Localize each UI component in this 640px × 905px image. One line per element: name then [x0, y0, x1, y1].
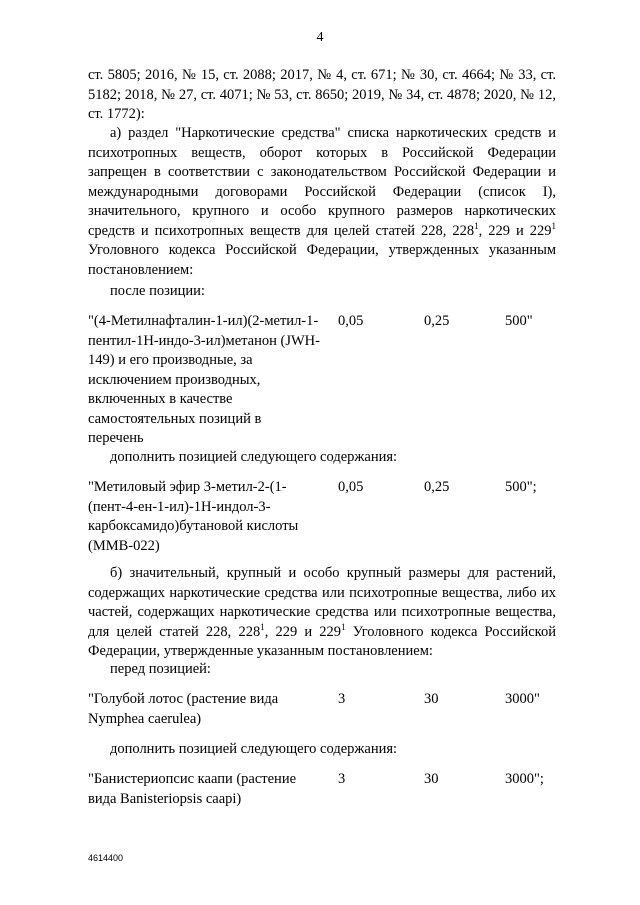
large-size: 0,25 [424, 313, 450, 329]
section-b-paragraph [88, 564, 556, 662]
table-row [88, 770, 558, 809]
section-b-text-2: , 229 и 229 [264, 623, 342, 640]
superscript: 1 [474, 220, 479, 231]
large-size: 0,25 [424, 479, 450, 495]
superscript: 1 [260, 621, 265, 632]
significant-size: 0,05 [338, 479, 364, 495]
after-position-label: после позиции: [110, 283, 205, 299]
footer-code: 4614400 [88, 853, 124, 863]
significant-size: 3 [338, 691, 346, 707]
significant-size: 0,05 [338, 313, 364, 329]
especially-large-size: 500"; [505, 479, 537, 495]
section-a-paragraph [88, 124, 556, 280]
especially-large-size: 500" [505, 313, 533, 329]
large-size: 30 [424, 771, 439, 787]
plant-name: "Голубой лотос (растение вида Nymphea caerulea) [88, 691, 279, 727]
table-row [88, 312, 558, 449]
intro-paragraph: ст. 5805; 2016, № 15, ст. 2088; 2017, № 4, ст. 671; № 30, ст. 4664; № 33, ст. 5182; 2018, № 27, ст. 4071; № 53, ст. 8650; 2019, № 34, ст. 4878; 2020, № 12, ст. 1772): [88, 67, 556, 122]
substance-name: "Метиловый эфир 3-метил-2-(1-(пент-4-ен-1-ил)-1Н-индол-3-карбоксамидо)бутановой кислоты (MMB-022) [88, 479, 299, 554]
superscript: 1 [551, 220, 556, 231]
especially-large-size: 3000"; [505, 771, 544, 787]
large-size: 30 [424, 691, 439, 707]
before-position-label: перед позицией: [110, 661, 211, 677]
page-number: 4 [316, 30, 324, 45]
especially-large-size: 3000" [505, 691, 540, 707]
table-row [88, 478, 558, 556]
section-a-text-1: а) раздел "Наркотические средства" списка наркотических средств и психотропных веществ, оборот которых в Российской Федерации запрещен в соответствии с законодательством Российской Федерации и международными договорами Российской Федерации (список I), значительного, крупного и особо крупного размеров наркотических средств и психотропных веществ для целей статей 228, 228 [88, 125, 556, 239]
significant-size: 3 [338, 771, 346, 787]
section-a-text-2: , 229 и 229 [478, 222, 552, 239]
add-position-label: дополнить позицией следующего содержания: [110, 741, 398, 757]
section-b-text-3: Уголовного кодекса Российской Федерации, утвержденные указанным постановлением: [88, 623, 556, 659]
add-position-label: дополнить позицией следующего содержания: [110, 449, 398, 465]
section-a-text-3: Уголовного кодекса Российской Федерации, утвержденных указанным постановлением: [88, 242, 556, 278]
substance-name: "(4-Метилнафталин-1-ил)(2-метил-1-пентил-1Н-индо-3-ил)метанон (JWH-149) и его производные, за исключением производных, включенных в качестве самостоятельных позиций в перечень [88, 313, 320, 446]
section-b-text-1: б) значительный, крупный и особо крупный размеры для растений, содержащих наркотические средства или психотропные вещества, либо их частей, содержащих наркотические средства или психотропные вещества, для целей статей 228, 228 [88, 565, 556, 640]
table-row [88, 690, 558, 729]
superscript: 1 [341, 621, 346, 632]
plant-name: "Банистериопсис каапи (растение вида Banisteriopsis caapi) [88, 771, 297, 807]
